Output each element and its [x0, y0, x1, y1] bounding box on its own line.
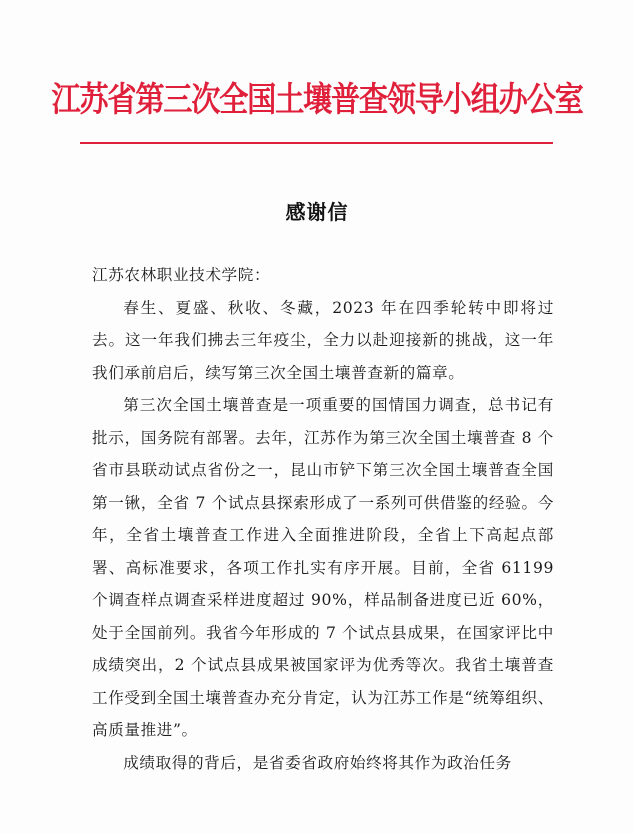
- office-header-title: 江苏省第三次全国土壤普查领导小组办公室: [51, 80, 583, 120]
- letter-body: [92, 259, 554, 779]
- letter-paragraph-2: 第三次全国土壤普查是一项重要的国情国力调查，总书记有批示，国务院有部署。去年，江苏作为第三次全国土壤普查 8 个省市县联动试点省份之一，昆山市铲下第三次全国土壤普查全国第一锹，全省 7 个试点县探索形成了一系列可供借鉴的经验。今年，全省土壤普查工作进入全面推进阶段，全省上下高起点部署、高标准要求，各项工作扎实有序开展。目前，全省 61199 个调查样点调查采样进度超过 90%，样品制备进度已近 60%，处于全国前列。我省今年形成的 7 个试点县成果，在国家评比中成绩突出，2 个试点县成果被国家评为优秀等次。我省土壤普查工作受到全国土壤普查办充分肯定，认为江苏工作是“统筹组织、高质量推进”。: [92, 396, 554, 739]
- letter-paragraph-1: 春生、夏盛、秋收、冬藏，2023 年在四季轮转中即将过去。这一年我们拂去三年疫尘，全力以赴迎接新的挑战，这一年我们承前启后，续写第三次全国土壤普查新的篇章。: [92, 298, 554, 382]
- header-divider-line: [80, 142, 553, 144]
- letter-paragraph-3: 成绩取得的背后，是省委省政府始终将其作为政治任务: [123, 753, 512, 772]
- letter-salutation: 江苏农林职业技术学院：: [92, 266, 271, 284]
- letter-title: 感谢信: [285, 200, 349, 224]
